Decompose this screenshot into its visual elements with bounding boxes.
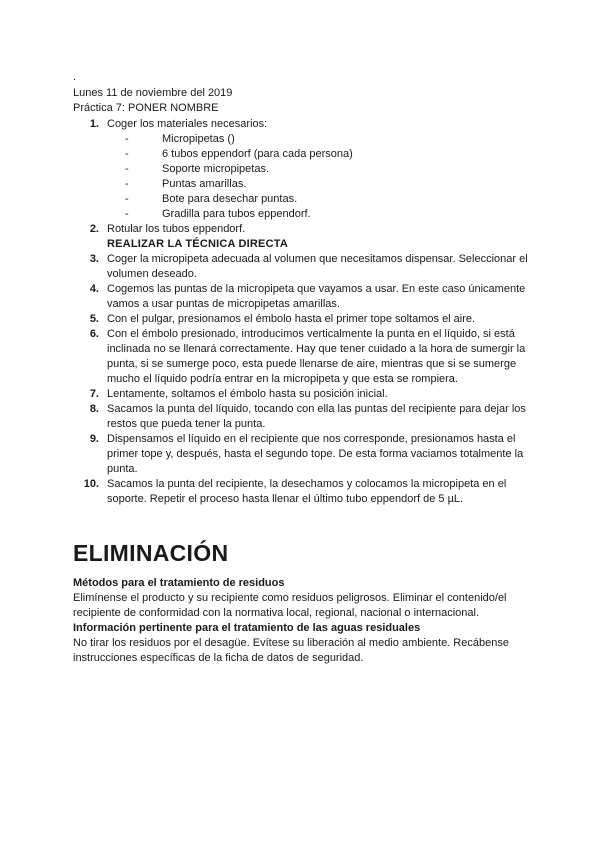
date-line: Lunes 11 de noviembre del 2019 (73, 87, 233, 99)
step-text: Coger los materiales necesarios: (107, 118, 268, 130)
step-text: Rotular los tubos eppendorf. (107, 223, 246, 235)
step-number: 9. (89, 433, 99, 445)
dash-bullet: - (125, 148, 129, 160)
list-item (125, 162, 533, 177)
practice-title: Práctica 7: PONER NOMBRE (73, 102, 219, 114)
step-number: 3. (89, 253, 99, 265)
step-text: Dispensamos el líquido en el recipiente que nos corresponde, presionamos hasta el primer tope y, después, hasta el segundo tope. De esta forma vaciamos totalmente la punta. (107, 433, 524, 475)
list-item (125, 147, 533, 162)
step-number: 6. (89, 328, 99, 340)
material-text: 6 tubos eppendorf (para cada persona) (162, 148, 353, 160)
step-number: 2. (89, 223, 99, 235)
step-number: 4. (89, 283, 99, 295)
list-item (125, 192, 533, 207)
dash-bullet: - (125, 208, 129, 220)
list-item (125, 177, 533, 192)
material-text: Micropipetas () (162, 133, 235, 145)
step-text: Coger la micropipeta adecuada al volumen que necesitamos dispensar. Seleccionar el volumen deseado. (107, 253, 528, 280)
list-item (73, 432, 533, 477)
materials-list (107, 132, 533, 222)
technique-heading: REALIZAR LA TÉCNICA DIRECTA (107, 238, 288, 250)
water-label: Información pertinente para el tratamiento de las aguas residuales (73, 622, 421, 634)
list-item (73, 222, 533, 237)
list-item (73, 477, 533, 507)
step-number: 7. (89, 388, 99, 400)
list-item (73, 252, 533, 282)
procedure-list (73, 117, 533, 507)
dash-bullet: - (125, 163, 129, 175)
methods-label: Métodos para el tratamiento de residuos (73, 577, 285, 589)
methods-text: Elimínense el producto y su recipiente como residuos peligrosos. Eliminar el contenido/el recipiente de conformidad con la normativa local, regional, nacional o internacional. (73, 592, 507, 619)
dash-bullet: - (125, 193, 129, 205)
list-item (73, 117, 533, 222)
list-item (125, 132, 533, 147)
list-item (125, 207, 533, 222)
list-item (73, 402, 533, 432)
water-text: No tirar los residuos por el desagüe. Evítese su liberación al medio ambiente. Recábense instrucciones específicas de la ficha de datos de seguridad. (73, 637, 509, 664)
dash-bullet: - (125, 133, 129, 145)
stray-dot: . (73, 71, 77, 83)
list-item (73, 387, 533, 402)
elimination-heading: ELIMINACIÓN (73, 540, 229, 566)
material-text: Bote para desechar puntas. (162, 193, 298, 205)
list-item (73, 312, 533, 327)
step-text: Con el émbolo presionado, introducimos verticalmente la punta en el líquido, si está inclinada no se llenará correctamente. Hay que tener cuidado a la hora de sumergir la punta, si se sumerge poco, esta puede llenarse de aire, mientras que si se sumerge mucho el líquido podría entrar en la micropipeta y que esta se rompiera. (107, 328, 526, 385)
step-text: Lentamente, soltamos el émbolo hasta su posición inicial. (107, 388, 388, 400)
step-number: 8. (89, 403, 99, 415)
step-text: Sacamos la punta del recipiente, la desechamos y colocamos la micropipeta en el soporte. Repetir el proceso hasta llenar el último tubo eppendorf de 5 µL. (107, 478, 507, 505)
material-text: Soporte micropipetas. (162, 163, 269, 175)
material-text: Gradilla para tubos eppendorf. (162, 208, 311, 220)
list-item (73, 282, 533, 312)
list-item (73, 327, 533, 387)
step-text: Cogemos las puntas de la micropipeta que vayamos a usar. En este caso únicamente vamos a usar puntas de micropipetas amarillas. (107, 283, 526, 310)
step-number: 5. (89, 313, 99, 325)
elimination-section (73, 576, 533, 666)
dash-bullet: - (125, 178, 129, 190)
step-text: Sacamos la punta del líquido, tocando con ella las puntas del recipiente para dejar los restos que pueda tener la punta. (107, 403, 526, 430)
material-text: Puntas amarillas. (162, 178, 247, 190)
step-text: Con el pulgar, presionamos el émbolo hasta el primer tope soltamos el aire. (107, 313, 476, 325)
step-number: 10. (83, 478, 99, 490)
step-number: 1. (89, 118, 99, 130)
